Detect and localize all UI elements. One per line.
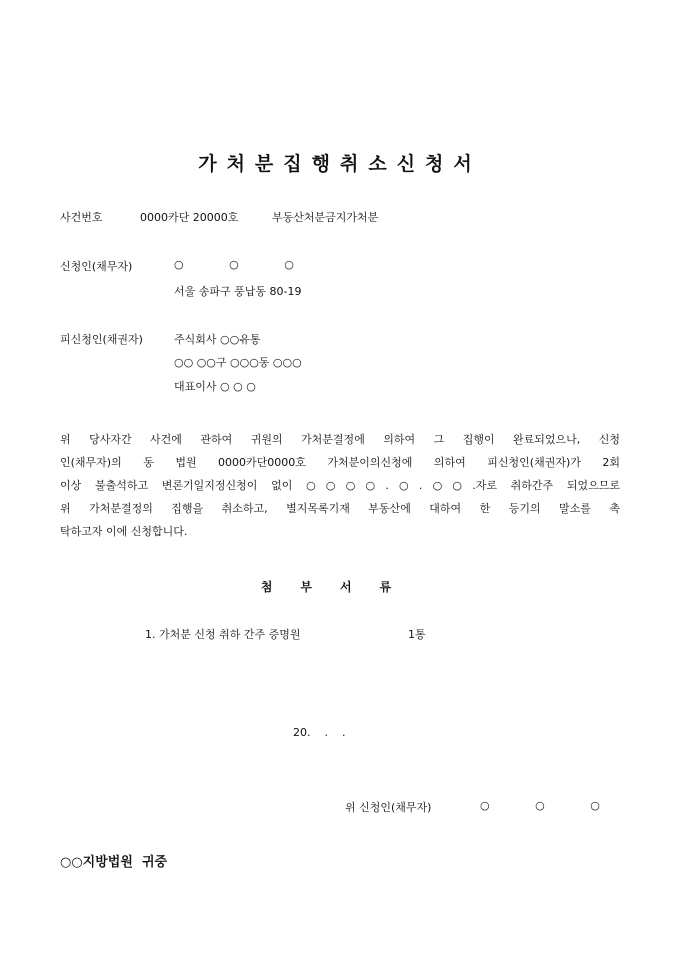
respondent-label: 피신청인(채권자) (60, 333, 143, 346)
court-addressee: ○○지방법원 귀중 (60, 855, 168, 870)
attachment-count: 1통 (408, 628, 426, 641)
document-date: 20. . . (293, 726, 346, 739)
attachments-title: 첨부서류 (260, 580, 420, 594)
body-line: 위 가처분결정의 집행을 취소하고, 별지목록기재 부동산에 대하여 한 등기의 말소를 촉 (60, 502, 620, 515)
applicant-label: 신청인(채무자) (60, 260, 133, 273)
body-line: 이상 불출석하고 변론기일지정신청이 없이 ○○○○.○.○○.자로 취하간주 되었으므로 (60, 479, 620, 492)
applicant-name: ○ ○ ○ (174, 258, 315, 271)
case-name: 부동산처분금지가처분 (272, 211, 379, 224)
respondent-representative: 대표이사 ○ ○ ○ (174, 380, 256, 393)
document-title: 가처분집행취소신청서 (198, 153, 482, 175)
attachment-item: 1. 가처분 신청 취하 간주 증명원 (145, 628, 301, 641)
case-number: 0000카단 20000호 (140, 211, 239, 224)
signature-name: ○ ○ ○ (480, 799, 621, 812)
body-paragraph (60, 428, 620, 543)
body-line: 인(채무자)의 동 법원 0000카단0000호 가처분이의신청에 의하여 피신청인(채권자)가 2회 (60, 456, 620, 469)
case-number-label: 사건번호 (60, 211, 103, 224)
respondent-name: 주식회사 ○○유통 (174, 333, 261, 346)
respondent-address: ○○ ○○구 ○○○동 ○○○ (174, 356, 302, 369)
signature-label: 위 신청인(채무자) (345, 801, 432, 814)
applicant-address: 서울 송파구 풍납동 80-19 (174, 285, 302, 298)
body-line: 탁하고자 이에 신청합니다. (60, 525, 188, 538)
body-line: 위 당사자간 사건에 관하여 귀원의 가처분결정에 의하여 그 집행이 완료되었으나, 신청 (60, 433, 620, 446)
